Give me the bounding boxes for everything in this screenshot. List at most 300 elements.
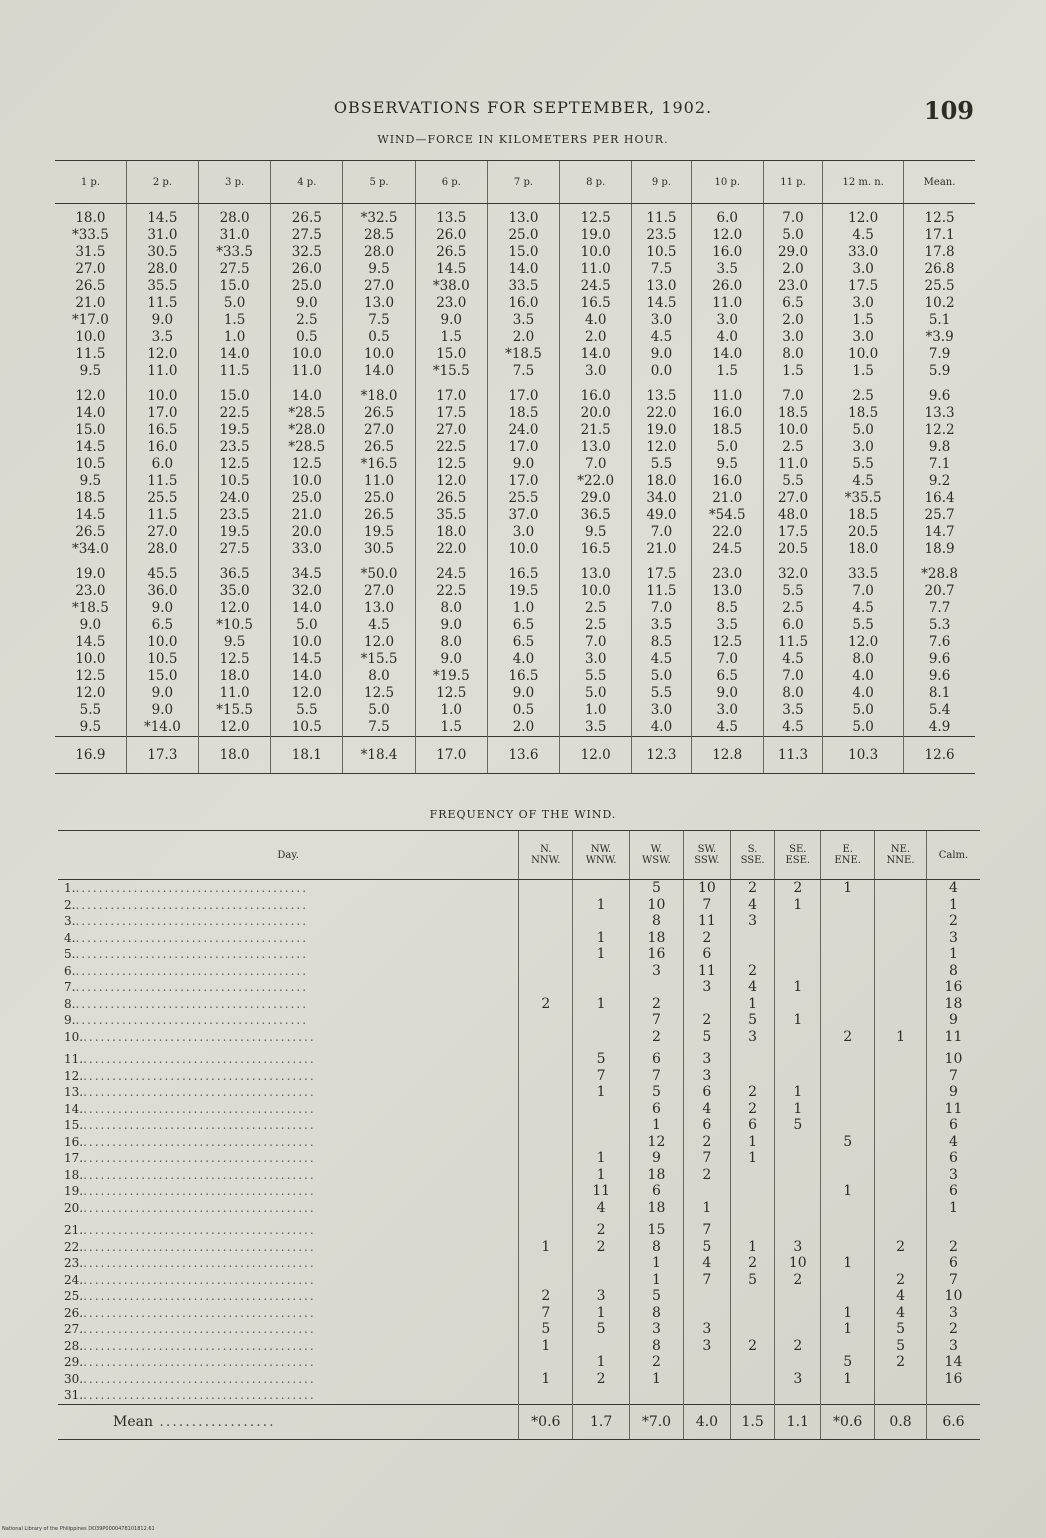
table-row — [55, 346, 975, 363]
table-cell: 29.0 — [560, 490, 632, 507]
leader-dots: ........................................ — [83, 1338, 316, 1353]
table-cell: 35.5 — [126, 278, 198, 295]
column-header: 10 p. — [691, 161, 763, 204]
column-header: 7 p. — [487, 161, 559, 204]
table-cell: 13.0 — [691, 583, 763, 600]
table-cell: 2 — [683, 1167, 730, 1184]
table-cell: 48.0 — [763, 507, 822, 524]
day-number: 24. — [64, 1272, 84, 1287]
table-cell: 4.5 — [763, 651, 822, 668]
column-header — [821, 831, 875, 880]
day-number: 5. — [64, 947, 76, 961]
table-cell: 45.5 — [126, 566, 198, 583]
table-cell: 3 — [926, 1167, 980, 1184]
table-cell: 2.5 — [823, 388, 904, 405]
table-cell: 27.0 — [126, 524, 198, 541]
table-cell — [730, 1167, 775, 1184]
table-cell: 16 — [629, 946, 683, 963]
table-cell: 2 — [519, 996, 573, 1013]
column-header: 8 p. — [560, 161, 632, 204]
table-row — [55, 490, 975, 507]
table-cell: 5.0 — [763, 227, 822, 244]
table-row — [55, 651, 975, 668]
table-cell: 13.0 — [343, 600, 415, 617]
table-cell: 9.0 — [271, 295, 343, 312]
day-number: 31. — [64, 1388, 84, 1402]
table-cell — [875, 1117, 927, 1134]
table-cell: 6.0 — [691, 204, 763, 228]
table-row — [58, 963, 980, 980]
table-cell — [821, 1084, 875, 1101]
table-cell: 12.5 — [691, 634, 763, 651]
table-cell — [730, 1387, 775, 1404]
table-cell: *15.5 — [343, 651, 415, 668]
table-cell: 22.5 — [415, 439, 487, 456]
table-cell: 1 — [730, 1150, 775, 1167]
table-cell: 1.5 — [823, 363, 904, 380]
mean-cell: 6.6 — [926, 1404, 980, 1439]
table-cell: 9.8 — [904, 439, 975, 456]
spacer-cell — [198, 380, 270, 388]
table-cell: 3 — [683, 1321, 730, 1338]
table-cell: 2 — [629, 1354, 683, 1371]
table-cell — [875, 897, 927, 914]
table-cell: 18.5 — [823, 405, 904, 422]
column-header-bottom: Day. — [277, 849, 299, 861]
table-cell: 2 — [875, 1272, 927, 1289]
table-cell: 17.5 — [823, 278, 904, 295]
table-cell: 11 — [573, 1183, 630, 1200]
table-cell: 26.5 — [343, 439, 415, 456]
table-row — [58, 1321, 980, 1338]
table-cell — [821, 979, 875, 996]
table-cell: 5.5 — [632, 685, 691, 702]
table-cell: 7 — [683, 1150, 730, 1167]
table-cell: 22.0 — [691, 524, 763, 541]
table-cell: 10.0 — [560, 244, 632, 261]
table-cell: 3.5 — [763, 702, 822, 719]
table-cell: 5 — [683, 1239, 730, 1256]
mean-cell: 18.0 — [198, 737, 270, 774]
table-row — [58, 913, 980, 930]
mean-cell: 16.9 — [55, 737, 126, 774]
table-cell — [775, 1305, 821, 1322]
table-cell: 5.9 — [904, 363, 975, 380]
table-cell: 18 — [629, 930, 683, 947]
table-cell: 5.0 — [823, 422, 904, 439]
table-cell: 17.0 — [415, 388, 487, 405]
spacer-cell — [560, 380, 632, 388]
column-header — [875, 831, 927, 880]
table-cell: 27.5 — [198, 261, 270, 278]
table-cell — [519, 1167, 573, 1184]
mean-cell: 12.3 — [632, 737, 691, 774]
table-cell: 23.5 — [198, 507, 270, 524]
table-cell: 16.4 — [904, 490, 975, 507]
table-cell: 18.0 — [415, 524, 487, 541]
column-header — [519, 831, 573, 880]
leader-dots: ........................................ — [83, 1305, 316, 1320]
leader-dots: ........................................ — [83, 1118, 316, 1132]
table-cell: 8 — [926, 963, 980, 980]
table-cell — [821, 1150, 875, 1167]
table-cell — [573, 1101, 630, 1118]
table-cell: 11.5 — [75, 346, 106, 362]
table-cell: *33.5 — [198, 244, 270, 261]
table-row — [58, 930, 980, 947]
table-cell: 10.5 — [198, 473, 270, 490]
table-cell: 10.0 — [343, 346, 415, 363]
table-cell: 1 — [775, 1012, 821, 1029]
table-cell — [775, 1150, 821, 1167]
table-cell: 2 — [730, 880, 775, 897]
table-cell: 7 — [683, 897, 730, 914]
table-cell: 10.0 — [126, 634, 198, 651]
table-cell: 28.0 — [198, 204, 270, 228]
table-cell: 18.0 — [823, 541, 904, 558]
table-cell: 4.5 — [823, 473, 904, 490]
table-cell: 6.5 — [763, 295, 822, 312]
table-cell: 6.0 — [126, 456, 198, 473]
table-cell: 6 — [629, 1101, 683, 1118]
table-cell — [875, 1068, 927, 1085]
table-cell: 19.5 — [487, 583, 559, 600]
table-cell: 5.5 — [560, 668, 632, 685]
table-cell: 5.0 — [198, 295, 270, 312]
day-number: 22. — [64, 1239, 84, 1254]
table-cell: 3 — [683, 1051, 730, 1068]
table-row — [58, 1084, 980, 1101]
spacer-cell — [126, 558, 198, 566]
table-cell: 18 — [629, 1200, 683, 1217]
day-number: 18. — [64, 1167, 84, 1182]
table-cell: 9.5 — [79, 363, 102, 379]
table-cell: 2 — [926, 1239, 980, 1256]
table-cell: 16 — [926, 979, 980, 996]
table-cell — [573, 979, 630, 996]
table-cell: 26.8 — [904, 261, 975, 278]
page-title: OBSERVATIONS FOR SEPTEMBER, 1902. — [333, 98, 713, 117]
table-cell: 8.0 — [823, 651, 904, 668]
day-number: 3. — [64, 914, 76, 928]
table-cell: 2 — [730, 1255, 775, 1272]
day-number: 4. — [64, 930, 76, 945]
table-row — [58, 979, 980, 996]
table-cell: 14.0 — [487, 261, 559, 278]
table-cell: 1 — [821, 1305, 875, 1322]
table-cell: *28.8 — [904, 566, 975, 583]
table-cell: 1.5 — [763, 363, 822, 380]
table-cell: 12.0 — [415, 473, 487, 490]
table-cell — [775, 1222, 821, 1239]
table-cell — [821, 1012, 875, 1029]
table-cell: 5.4 — [904, 702, 975, 719]
table-cell: 5 — [730, 1012, 775, 1029]
spacer-cell — [487, 558, 559, 566]
table-cell: *35.5 — [823, 490, 904, 507]
table-cell: 26.5 — [75, 524, 106, 540]
table-cell: 12.0 — [823, 634, 904, 651]
table-cell: 4.5 — [823, 227, 904, 244]
table-cell: 5.3 — [904, 617, 975, 634]
table-cell: 23.0 — [415, 295, 487, 312]
table-cell: 3 — [926, 1305, 980, 1322]
table-cell: 13.0 — [343, 295, 415, 312]
table-cell: 2 — [926, 913, 980, 930]
table-cell: 7 — [926, 1068, 980, 1085]
table-cell: 3.0 — [560, 363, 632, 380]
column-header: 12 m. n. — [823, 161, 904, 204]
day-number: 13. — [64, 1085, 84, 1099]
table-row — [55, 668, 975, 685]
table-cell: 2 — [730, 1338, 775, 1355]
table-cell: 33.0 — [823, 244, 904, 261]
table-cell: 2 — [573, 1239, 630, 1256]
table-cell — [775, 913, 821, 930]
table-cell: 11.0 — [560, 261, 632, 278]
table-cell: 33.0 — [271, 541, 343, 558]
table-cell: 20.5 — [823, 524, 904, 541]
table-cell: 5.5 — [763, 473, 822, 490]
table-cell: 9.0 — [691, 685, 763, 702]
table-cell — [821, 897, 875, 914]
day-label-cell — [58, 1222, 519, 1239]
table-cell: *3.9 — [904, 329, 975, 346]
day-number: 15. — [64, 1118, 84, 1132]
table-cell: 10.0 — [271, 346, 343, 363]
table-cell: 11 — [683, 963, 730, 980]
table-cell: *16.5 — [343, 456, 415, 473]
table-cell: *18.5 — [71, 600, 109, 616]
table-cell: *10.5 — [198, 617, 270, 634]
table-cell — [875, 1387, 927, 1404]
table-cell: 10 — [683, 880, 730, 897]
table-cell: 3 — [926, 1338, 980, 1355]
table-cell: 18.5 — [487, 405, 559, 422]
table-cell — [775, 1068, 821, 1085]
table-cell: *22.0 — [560, 473, 632, 490]
table-cell: 1 — [573, 1084, 630, 1101]
table-cell — [730, 1051, 775, 1068]
table-cell: *15.5 — [415, 363, 487, 380]
table-cell: *18.5 — [487, 346, 559, 363]
table-cell: *32.5 — [343, 204, 415, 228]
table-cell: 18.0 — [75, 210, 106, 226]
table-cell: 25.0 — [271, 278, 343, 295]
leader-dots: ........................................ — [83, 1151, 316, 1165]
leader-dots: ........................................ — [83, 1371, 316, 1386]
table-cell: 13.0 — [632, 278, 691, 295]
table-cell: *17.0 — [71, 312, 109, 328]
table-cell: 3 — [730, 913, 775, 930]
table-cell: 7 — [519, 1305, 573, 1322]
table-cell: 1 — [875, 1029, 927, 1046]
table-cell: 3.0 — [632, 702, 691, 719]
spacer-cell — [198, 558, 270, 566]
table-cell: 8.0 — [415, 600, 487, 617]
table-cell: 2 — [875, 1354, 927, 1371]
table-cell: 20.0 — [271, 524, 343, 541]
table-row — [55, 204, 975, 228]
table-cell: 26.5 — [415, 490, 487, 507]
table-cell: 10 — [926, 1051, 980, 1068]
spacer-cell — [823, 380, 904, 388]
table-cell: 25.5 — [904, 278, 975, 295]
column-header-bottom: NNW. — [531, 855, 561, 866]
leader-dots: ........................................ — [75, 1013, 309, 1027]
table-row — [58, 1200, 980, 1217]
spacer-cell — [763, 380, 822, 388]
table-cell — [875, 946, 927, 963]
table-cell: 5.0 — [691, 439, 763, 456]
column-header-top: W. — [650, 844, 663, 855]
column-header: 2 p. — [126, 161, 198, 204]
column-header: 6 p. — [415, 161, 487, 204]
table-cell: 49.0 — [632, 507, 691, 524]
table-cell: 10.0 — [560, 583, 632, 600]
table-cell: 7 — [629, 1012, 683, 1029]
table-cell: 7 — [926, 1272, 980, 1289]
table-cell: 9.5 — [79, 719, 102, 735]
table-cell: 4.5 — [691, 719, 763, 737]
table-cell: 22.5 — [198, 405, 270, 422]
spacer-cell — [55, 380, 126, 388]
table-cell: 17.0 — [487, 439, 559, 456]
table-cell — [775, 1321, 821, 1338]
table-cell: 6 — [683, 946, 730, 963]
table-cell: 13.5 — [415, 204, 487, 228]
table-cell: 11.5 — [126, 507, 198, 524]
table-cell: 6.5 — [487, 634, 559, 651]
table-cell: 1 — [821, 1255, 875, 1272]
table-cell: 2.5 — [560, 600, 632, 617]
table-cell: 15 — [629, 1222, 683, 1239]
day-label-cell — [58, 996, 519, 1013]
table-cell — [573, 880, 630, 897]
table-cell — [573, 913, 630, 930]
spacer-cell — [343, 558, 415, 566]
table-cell: 5 — [573, 1051, 630, 1068]
table-cell: 24.5 — [560, 278, 632, 295]
table-row — [58, 1051, 980, 1068]
table-cell: 16.0 — [691, 473, 763, 490]
table-cell: 24.0 — [198, 490, 270, 507]
table-cell — [519, 1051, 573, 1068]
table-cell: 2 — [775, 1338, 821, 1355]
leader-dots: ........................................ — [83, 1256, 316, 1270]
table-cell: 19.5 — [343, 524, 415, 541]
table-cell: 5.0 — [823, 702, 904, 719]
table-cell: 2 — [775, 880, 821, 897]
leader-dots: ........................................ — [83, 1355, 316, 1369]
table-cell: 12.5 — [343, 685, 415, 702]
table-cell: 14.5 — [75, 439, 106, 455]
table-cell: 6.0 — [763, 617, 822, 634]
table-cell: 5.5 — [763, 583, 822, 600]
table-cell: 5.0 — [343, 702, 415, 719]
column-header-top: NE. — [890, 844, 911, 855]
table-cell: 27.0 — [75, 261, 106, 277]
table-cell: 12.0 — [632, 439, 691, 456]
table-row — [58, 1150, 980, 1167]
table-cell — [875, 1084, 927, 1101]
table-cell: 12.5 — [904, 204, 975, 228]
mean-cell: 1.7 — [573, 1404, 630, 1439]
table-cell: 0.5 — [343, 329, 415, 346]
table-cell: 26.5 — [343, 405, 415, 422]
table-cell: 2 — [573, 1222, 630, 1239]
table-cell: 9.0 — [126, 312, 198, 329]
table-cell: 9.5 — [79, 473, 102, 489]
table-cell: 11.5 — [763, 634, 822, 651]
table-cell: 12.5 — [75, 668, 106, 684]
table-cell — [519, 1272, 573, 1289]
table-row — [55, 405, 975, 422]
table-cell: 27.5 — [198, 541, 270, 558]
table-cell — [875, 930, 927, 947]
table-cell — [519, 1068, 573, 1085]
table-cell — [875, 1051, 927, 1068]
table-cell: 24.0 — [487, 422, 559, 439]
table-row — [58, 897, 980, 914]
group-spacer — [55, 380, 975, 388]
table-cell: 9.0 — [487, 456, 559, 473]
table-cell — [775, 946, 821, 963]
table-cell: 1.5 — [691, 363, 763, 380]
mean-cell: 13.6 — [487, 737, 559, 774]
table-cell — [730, 1288, 775, 1305]
table-cell: 14.0 — [271, 388, 343, 405]
group-spacer — [55, 558, 975, 566]
table-cell: 20.0 — [560, 405, 632, 422]
table-cell: 5 — [629, 1084, 683, 1101]
table-cell — [775, 996, 821, 1013]
table-cell: 10 — [926, 1288, 980, 1305]
table-cell: 9.0 — [126, 685, 198, 702]
day-number: 26. — [64, 1305, 84, 1320]
table-row — [58, 1167, 980, 1184]
table-cell — [821, 1117, 875, 1134]
table-cell: 3.0 — [691, 312, 763, 329]
day-label-cell — [58, 946, 519, 963]
day-number: 2. — [64, 897, 76, 912]
table-cell — [519, 1117, 573, 1134]
table-row — [55, 583, 975, 600]
table-cell — [821, 963, 875, 980]
leader-dots: ........................................ — [75, 930, 309, 945]
table-cell: 9.0 — [415, 651, 487, 668]
column-header — [775, 831, 821, 880]
column-header-bottom: WNW. — [585, 855, 617, 866]
table-cell: 30.5 — [126, 244, 198, 261]
table-cell — [629, 979, 683, 996]
table-cell: 1.0 — [415, 702, 487, 719]
table-cell: 10.0 — [75, 329, 106, 345]
table-row — [58, 1012, 980, 1029]
table-cell — [730, 1305, 775, 1322]
table-cell: 2.0 — [763, 312, 822, 329]
table-cell: 3.0 — [823, 329, 904, 346]
table-cell: 1 — [821, 880, 875, 897]
table-row — [55, 473, 975, 490]
table-cell: 33.5 — [823, 566, 904, 583]
day-number: 20. — [64, 1200, 84, 1215]
table-row — [58, 1338, 980, 1355]
table-cell: 16.0 — [691, 405, 763, 422]
column-header — [58, 831, 519, 880]
table-cell: 17.1 — [904, 227, 975, 244]
table-cell: 1 — [629, 1272, 683, 1289]
